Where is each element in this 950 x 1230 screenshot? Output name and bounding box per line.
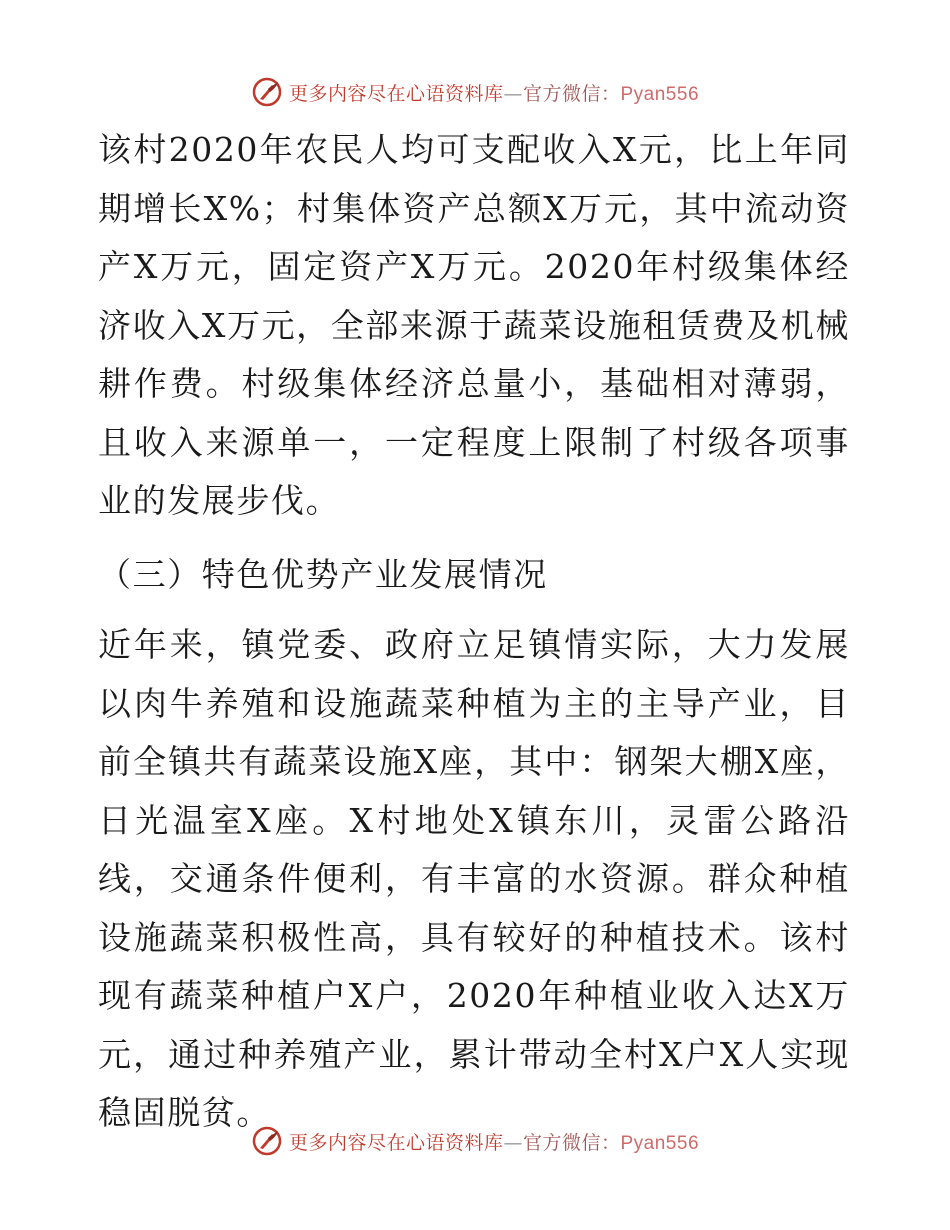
footer-watermark (0, 1121, 950, 1161)
watermark-dash: — (503, 82, 523, 105)
feather-pen-logo-icon (251, 1125, 283, 1157)
watermark-brand: 更多内容尽在心语资料库 (288, 1131, 504, 1154)
body-paragraph-1: 该村2020年农民人均可支配收入X元，比上年同期增长X%；村集体资产总额X万元，其中流动资产X万元，固定资产X万元。2020年村级集体经济收入X万元，全部来源于蔬菜设施租赁费及机械耕作费。村级集体经济总量小，基础相对薄弱，且收入来源单一，一定程度上限制了村级各项事业的发展步伐。 (98, 130, 850, 520)
watermark-wechat-label: 官方微信： (522, 1131, 621, 1154)
watermark-wechat-label: 官方微信： (522, 82, 621, 105)
watermark-text (289, 79, 699, 106)
section-heading: （三）特色优势产业发展情况 (98, 555, 548, 594)
body-paragraph-2: 近年来，镇党委、政府立足镇情实际，大力发展以肉牛养殖和设施蔬菜种植为主的主导产业，目前全镇共有蔬菜设施X座，其中：钢架大棚X座，日光温室X座。X村地处X镇东川，灵雷公路沿线，交通条件便利，有丰富的水资源。群众种植设施蔬菜积极性高，具有较好的种植技术。该村现有蔬菜种植户X户，2020年种植业收入达X万元，通过种养殖产业，累计带动全村X户X人实现稳固脱贫。 (98, 625, 850, 1132)
watermark-wechat-id: Pyan556 (620, 83, 700, 105)
watermark-text (289, 1128, 699, 1155)
header-watermark (0, 72, 950, 112)
feather-pen-logo-icon (251, 76, 283, 108)
watermark-brand: 更多内容尽在心语资料库 (288, 82, 504, 105)
watermark-wechat-id: Pyan556 (620, 1132, 700, 1154)
watermark-dash: — (503, 1131, 523, 1154)
